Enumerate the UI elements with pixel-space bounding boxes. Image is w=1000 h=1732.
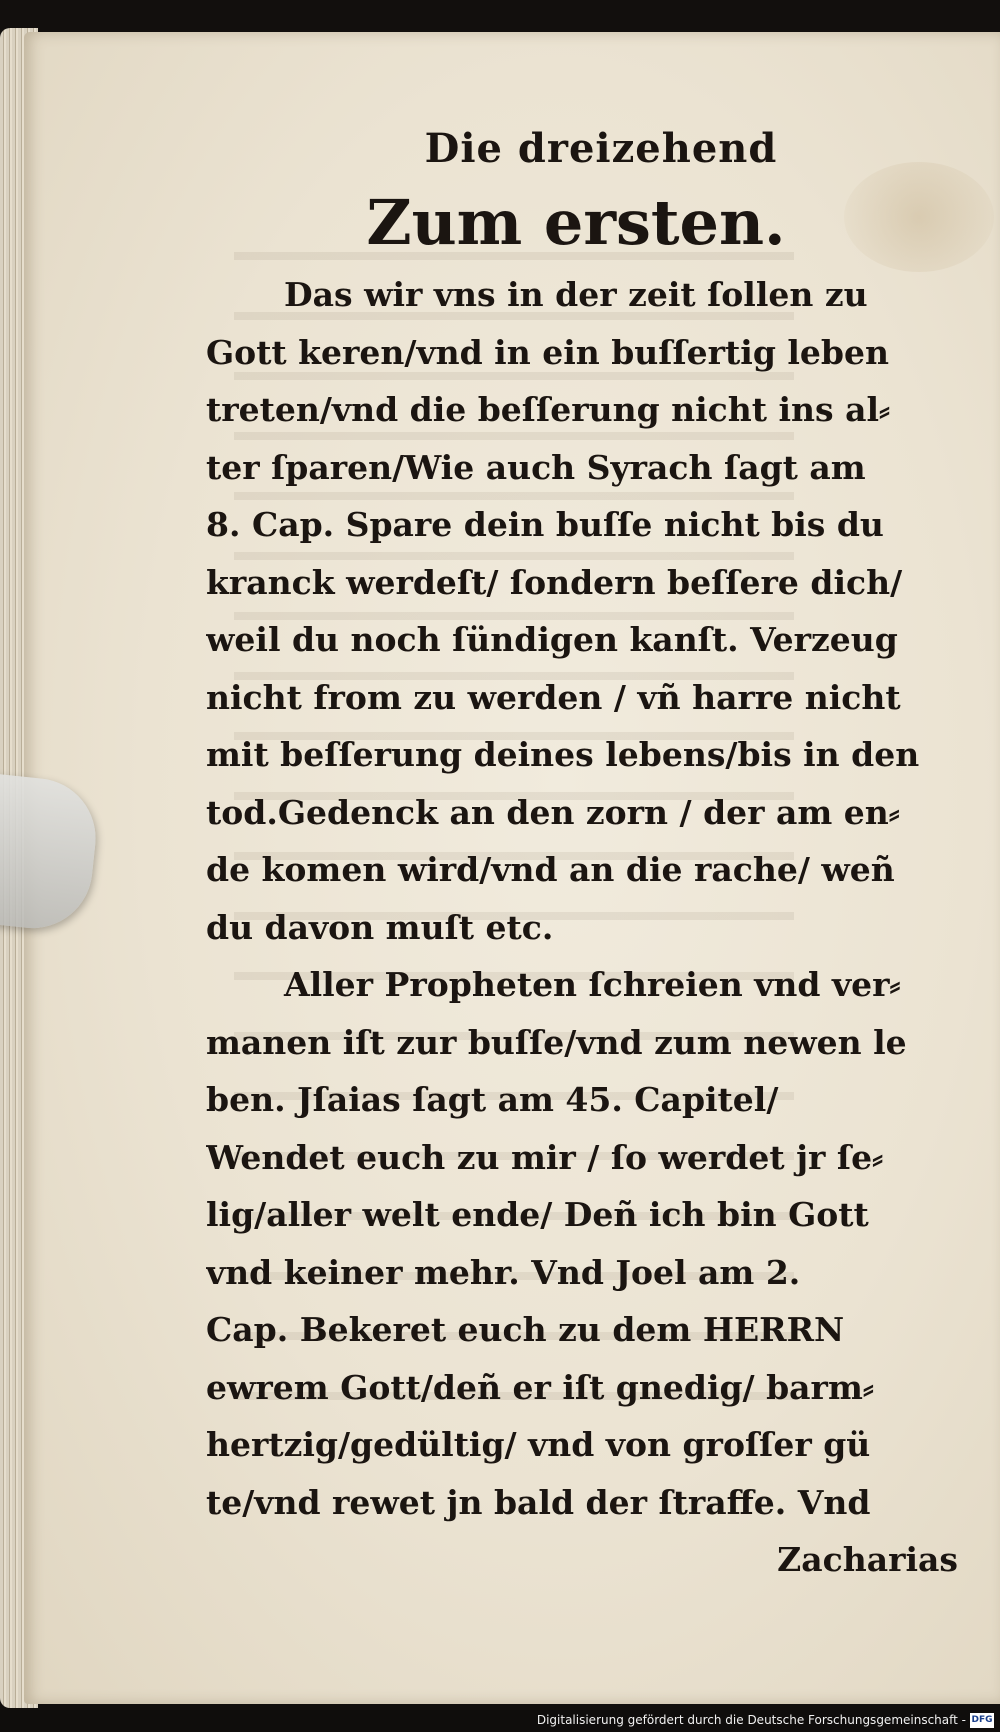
running-head: Die dreizehend (424, 125, 778, 172)
text-line: Wendet euch zu mir / ſo werdet jr ſe⸗ (206, 1137, 884, 1177)
text-line: de komen wird/vnd an die rache/ weñ (206, 850, 895, 889)
text-line: vnd keiner mehr. Vnd Joel am 2. (206, 1252, 801, 1292)
text-line: ewrem Gott/deñ er iſt gnedig/ barm⸗ (206, 1367, 874, 1407)
funding-credit: Digitalisierung gefördert durch die Deutsche Forschungsgemeinschaft - (536, 1713, 966, 1727)
body-text (206, 266, 966, 1589)
text-line: weil du noch ſündigen kanſt. Verzeug (206, 620, 898, 659)
text-line: ben. Jſaias ſagt am 45. Capitel/ (206, 1080, 779, 1119)
text-line: Aller Propheten ſchreien vnd ver⸗ (284, 965, 901, 1004)
text-line: te/vnd rewet jn bald der ſtraffe. Vnd (206, 1482, 871, 1522)
text-line: 8. Cap. Spare dein buſſe nicht bis du (206, 505, 884, 544)
text-line: nicht from zu werden / vñ harre nicht (206, 677, 901, 717)
catchword: Zacharias (777, 1540, 958, 1579)
text-line: Das wir vns in der zeit ſollen zu (284, 275, 868, 314)
section-heading: Zum ersten. (366, 186, 786, 259)
text-block (206, 118, 966, 1589)
text-line: ter ſparen/Wie auch Syrach ſagt am (206, 447, 866, 487)
text-line: Cap. Bekeret euch zu dem HERRN (206, 1310, 845, 1349)
footer-bar (0, 1710, 1000, 1732)
text-line: kranck werdeſt/ ſondern beſſere dich/ (206, 562, 903, 602)
text-line: du davon muſt etc. (206, 907, 554, 947)
text-line: lig/aller welt ende/ Deñ ich bin Gott (206, 1195, 869, 1234)
text-line: Gott keren/vnd in ein buſſertig leben (206, 332, 889, 372)
text-line: hertzig/gedültig/ vnd von groſſer gü (206, 1425, 871, 1464)
text-line: tod.Gedenck an den zorn / der am en⸗ (206, 792, 900, 832)
dfg-logo-icon: DFG (970, 1713, 994, 1728)
text-line: manen iſt zur buſſe/vnd zum newen le (206, 1022, 907, 1062)
text-line: mit beſſerung deines lebens/bis in den (206, 735, 920, 774)
text-line: treten/vnd die beſſerung nicht ins al⸗ (206, 390, 890, 429)
